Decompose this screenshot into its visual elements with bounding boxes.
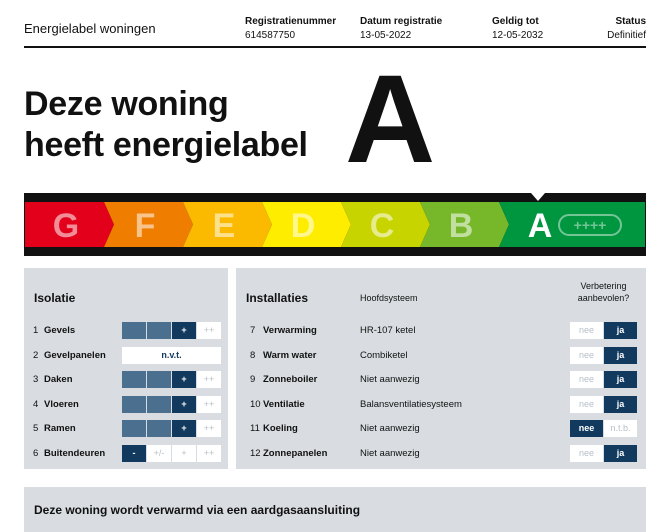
installation-row-number: 7 — [250, 325, 256, 336]
insulation-scale — [122, 396, 221, 413]
installation-row — [236, 445, 646, 463]
label-extra-text: ++++ — [573, 217, 607, 233]
improvement-option-yes: ja — [604, 445, 637, 462]
insulation-scale-segment: ++ — [197, 322, 221, 339]
insulation-scale-segment: + — [172, 322, 196, 339]
insulation-scale-segment: ++ — [197, 371, 221, 388]
insulation-scale — [122, 445, 221, 462]
insulation-scale-segment — [147, 420, 171, 437]
insulation-row — [24, 420, 228, 438]
registration-date-field — [360, 15, 442, 43]
installation-row-label: Verwarming — [263, 325, 317, 336]
improvement-header-line-2: aanbevolen? — [577, 293, 630, 303]
insulation-row — [24, 396, 228, 414]
insulation-row-label: Daken — [44, 374, 73, 385]
installation-row-label: Ventilatie — [263, 398, 305, 410]
installation-row-number: 10 — [250, 398, 261, 410]
improvement-option-yes: ja — [604, 347, 637, 364]
installation-row — [236, 371, 646, 389]
registration-number-field — [245, 15, 336, 43]
headline — [24, 84, 308, 166]
improvement-option-no: nee — [570, 420, 603, 437]
insulation-scale-segment: + — [172, 445, 196, 462]
insulation-scale-segment: + — [172, 371, 196, 388]
status-label: Status — [615, 16, 646, 27]
installation-row-number: 8 — [250, 349, 256, 361]
installation-row-label: Zonneboiler — [263, 374, 318, 385]
insulation-row-number: 5 — [33, 423, 39, 434]
label-class-g-letter: G — [52, 207, 80, 245]
improvement-option-yes: n.t.b. — [604, 420, 637, 437]
installation-row-value: Niet aanwezig — [360, 423, 420, 434]
installation-row-value: Niet aanwezig — [360, 374, 420, 385]
installation-row-value: HR-107 ketel — [360, 325, 416, 336]
improvement-choice — [570, 347, 637, 364]
insulation-scale-segment — [147, 396, 171, 413]
improvement-option-yes: ja — [604, 322, 637, 339]
insulation-row-number: 4 — [33, 398, 39, 410]
insulation-scale-segment: ++ — [197, 396, 221, 413]
improvement-option-yes: ja — [604, 396, 637, 413]
installation-row-label: Warm water — [263, 349, 317, 361]
improvement-header — [570, 280, 637, 304]
insulation-scale-segment: ++ — [197, 445, 221, 462]
improvement-choice — [570, 420, 637, 437]
registration-number-value: 614587750 — [245, 30, 296, 41]
insulation-row-number: 3 — [33, 374, 39, 385]
heating-connection-text: Deze woning wordt verwarmd via een aardgasaansluiting — [34, 503, 361, 517]
headline-line-2: heeft energielabel — [24, 126, 308, 164]
label-class-a-segment — [499, 202, 645, 247]
installation-row-number: 9 — [250, 374, 256, 385]
current-label-marker — [531, 193, 545, 201]
installation-row-number: 12 — [250, 447, 261, 459]
insulation-scale-segment: ++ — [197, 420, 221, 437]
insulation-panel — [24, 268, 228, 469]
installation-row-value: Balansventilatiesysteem — [360, 398, 462, 410]
registration-date-label: Datum registratie — [360, 16, 443, 27]
headline-line-1: Deze woning — [24, 85, 229, 123]
insulation-scale-segment: + — [172, 396, 196, 413]
installations-title: Installaties — [246, 291, 309, 305]
label-class-e-letter: E — [212, 207, 236, 245]
insulation-scale-segment: +/- — [147, 445, 171, 462]
insulation-scale — [122, 322, 221, 339]
heating-connection-panel — [24, 487, 646, 532]
energy-label-scale-graphic — [24, 193, 646, 256]
insulation-row-label: Gevels — [44, 325, 76, 336]
installation-row — [236, 396, 646, 414]
label-class-b-letter: B — [448, 207, 474, 245]
energy-label-big-letter: A — [345, 50, 436, 189]
insulation-row-number: 1 — [33, 325, 39, 336]
main-system-header: Hoofdsysteem — [360, 293, 418, 303]
insulation-scale-segment — [147, 371, 171, 388]
insulation-scale-segment — [122, 396, 146, 413]
improvement-choice — [570, 322, 637, 339]
insulation-scale — [122, 371, 221, 388]
insulation-row — [24, 322, 228, 340]
valid-until-value: 12-05-2032 — [492, 30, 544, 41]
insulation-scale-segment — [122, 420, 146, 437]
valid-until-label: Geldig tot — [492, 16, 539, 27]
document-title: Energielabel woningen — [24, 21, 156, 36]
improvement-option-no: nee — [570, 396, 603, 413]
insulation-row-number: 6 — [33, 447, 39, 459]
improvement-option-no: nee — [570, 445, 603, 462]
improvement-choice — [570, 371, 637, 388]
insulation-title: Isolatie — [34, 291, 76, 305]
status-field — [607, 15, 646, 43]
installation-row-label: Koeling — [263, 423, 298, 434]
improvement-choice — [570, 396, 637, 413]
improvement-choice — [570, 445, 637, 462]
label-class-f-letter: F — [134, 207, 156, 245]
insulation-row-number: 2 — [33, 349, 39, 361]
installation-row — [236, 420, 646, 438]
insulation-not-applicable: n.v.t. — [122, 347, 221, 364]
insulation-scale-segment: - — [122, 445, 146, 462]
insulation-scale — [122, 420, 221, 437]
improvement-option-yes: ja — [604, 371, 637, 388]
valid-until-field — [492, 15, 543, 43]
label-class-c-letter: C — [369, 207, 395, 245]
insulation-scale-segment — [122, 322, 146, 339]
installation-row — [236, 322, 646, 340]
installation-row-number: 11 — [250, 423, 260, 434]
installation-row — [236, 347, 646, 365]
label-class-a-letter: A — [527, 207, 553, 245]
insulation-row — [24, 371, 228, 389]
insulation-scale-segment: + — [172, 420, 196, 437]
installation-row-value: Niet aanwezig — [360, 447, 420, 459]
improvement-option-no: nee — [570, 322, 603, 339]
energy-label-scale — [24, 193, 646, 256]
status-value: Definitief — [607, 30, 646, 41]
installation-row-value: Combiketel — [360, 349, 408, 361]
document-header — [24, 12, 646, 48]
label-class-d-letter: D — [290, 207, 316, 245]
installations-panel — [236, 268, 646, 469]
registration-date-value: 13-05-2022 — [360, 30, 412, 41]
insulation-row-label: Ramen — [44, 423, 76, 434]
installation-row-label: Zonnepanelen — [263, 447, 328, 459]
insulation-row-label: Buitendeuren — [44, 447, 106, 459]
improvement-header-line-1: Verbetering — [580, 281, 627, 291]
improvement-option-no: nee — [570, 371, 603, 388]
insulation-row-label: Vloeren — [44, 398, 79, 410]
insulation-row-label: Gevelpanelen — [44, 349, 106, 361]
insulation-scale-segment — [122, 371, 146, 388]
insulation-scale-segment — [147, 322, 171, 339]
insulation-row — [24, 445, 228, 463]
insulation-row — [24, 347, 228, 365]
registration-number-label: Registratienummer — [245, 16, 337, 27]
improvement-option-no: nee — [570, 347, 603, 364]
